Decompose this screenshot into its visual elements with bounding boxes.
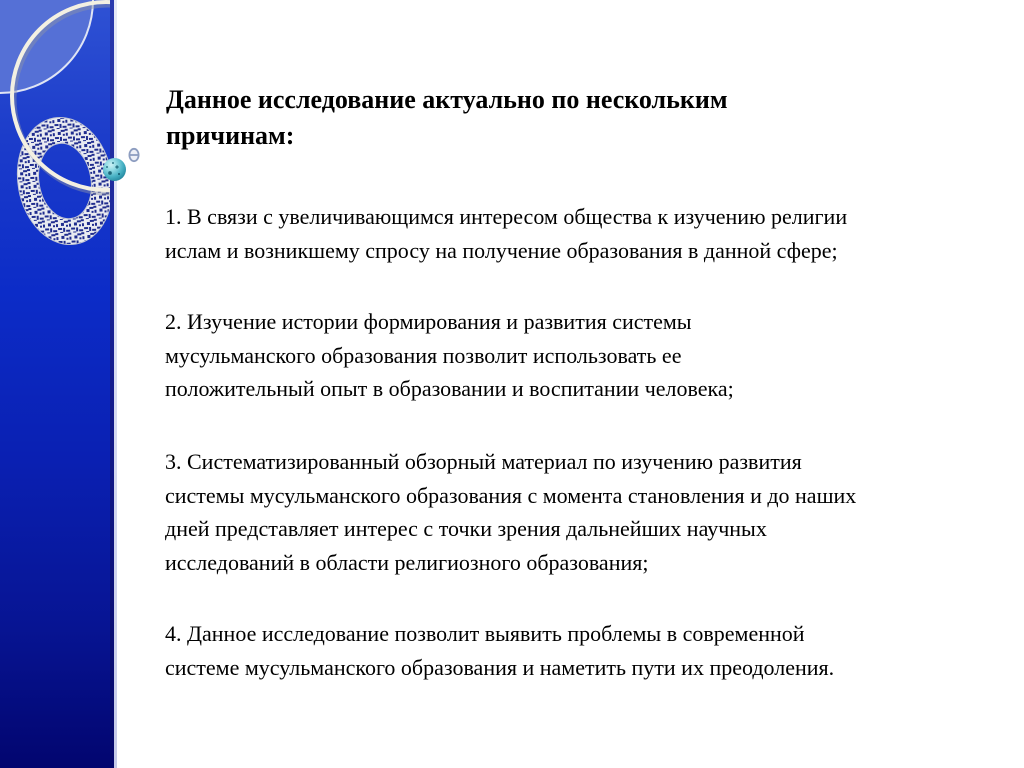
title-line: причинам:: [166, 121, 295, 150]
text-line: системе мусульманского образования и наметить пути их преодоления.: [165, 654, 835, 680]
text-line: мусульманского образования позволит использовать ее: [165, 342, 682, 368]
text-line: положительный опыт в образовании и воспитании человека;: [165, 376, 734, 401]
text-line: 1. В связи с увеличивающимся интересом общества к изучению религии: [165, 204, 848, 229]
text-line: исследований в области религиозного образования;: [165, 549, 649, 575]
text-line: 4. Данное исследование позволит выявить проблемы в современной: [165, 621, 805, 646]
text-line: системы мусульманского образования с момента становления и до наших: [165, 482, 857, 508]
text-line: 2. Изучение истории формирования и развития системы: [165, 309, 692, 334]
reason-item-3: [165, 445, 856, 579]
title-line: Данное исследование актуально по нескольким: [166, 85, 728, 114]
slide-sidebar: [0, 0, 117, 768]
text-line: 3. Систематизированный обзорный материал по изучению развития: [165, 449, 802, 474]
sidebar-decoration: [0, 0, 117, 768]
reason-item-4: [165, 617, 834, 684]
text-line: ислам и возникшему спросу на получение образования в данной сфере;: [165, 237, 838, 263]
theta-icon: [127, 147, 141, 163]
reason-item-1: [165, 200, 847, 267]
text-line: дней представляет интерес с точки зрения дальнейших научных: [165, 516, 767, 541]
reason-item-2: [165, 305, 734, 406]
sidebar-edge-light-strip: [114, 0, 117, 768]
slide-title: [166, 82, 728, 154]
globe-icon: [103, 158, 126, 181]
